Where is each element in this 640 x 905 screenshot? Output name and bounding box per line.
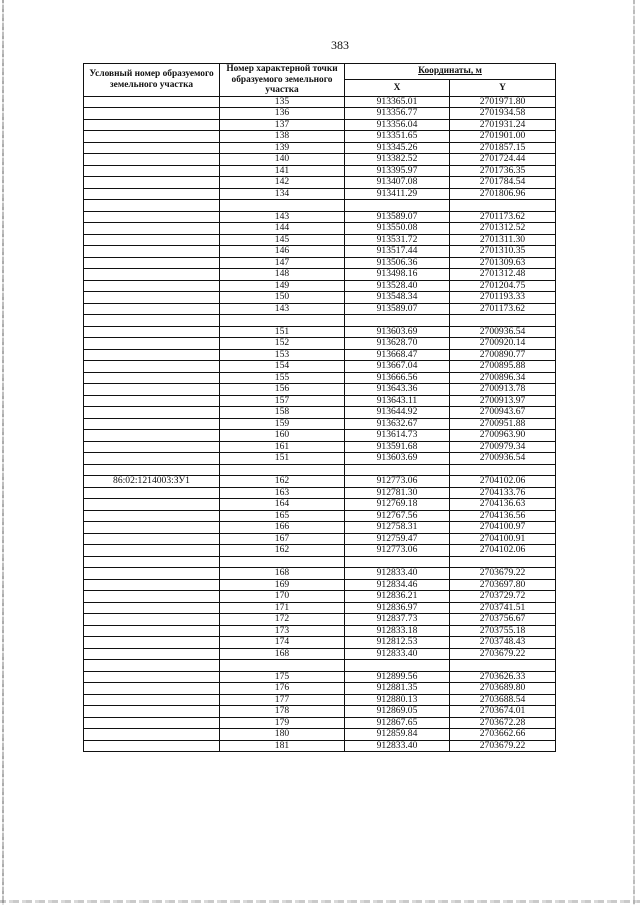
point-number-cell: 169: [220, 579, 345, 591]
point-number-cell: [220, 556, 345, 568]
table-row: [84, 717, 556, 729]
parcel-number-cell: [84, 407, 220, 419]
point-number-cell: 135: [220, 96, 345, 108]
parcel-number-cell: [84, 602, 220, 614]
point-number-cell: 144: [220, 223, 345, 235]
y-coordinate-cell: 2703662.66: [450, 729, 556, 741]
table-row: [84, 292, 556, 304]
parcel-number-cell: [84, 614, 220, 626]
point-number-cell: 179: [220, 717, 345, 729]
y-coordinate-cell: [450, 660, 556, 672]
point-number-cell: 146: [220, 246, 345, 258]
x-coordinate-cell: 913345.26: [345, 142, 450, 154]
y-coordinate-cell: 2703672.28: [450, 717, 556, 729]
point-number-cell: 178: [220, 706, 345, 718]
y-coordinate-cell: 2703756.67: [450, 614, 556, 626]
parcel-number-cell: [84, 556, 220, 568]
y-coordinate-cell: 2701806.96: [450, 188, 556, 200]
table-row: [84, 326, 556, 338]
y-coordinate-cell: [450, 200, 556, 212]
y-coordinate-cell: 2701736.35: [450, 165, 556, 177]
x-coordinate-cell: 912859.84: [345, 729, 450, 741]
parcel-number-cell: [84, 579, 220, 591]
y-coordinate-cell: 2704100.91: [450, 533, 556, 545]
header-y: Y: [450, 80, 556, 96]
x-coordinate-cell: [345, 556, 450, 568]
x-coordinate-cell: 913506.36: [345, 257, 450, 269]
table-row: [84, 177, 556, 189]
y-coordinate-cell: 2703679.22: [450, 740, 556, 752]
y-coordinate-cell: 2700896.34: [450, 372, 556, 384]
y-coordinate-cell: 2703729.72: [450, 591, 556, 603]
table-header: [84, 64, 556, 97]
table-row: [84, 683, 556, 695]
y-coordinate-cell: 2701311.30: [450, 234, 556, 246]
point-number-cell: 172: [220, 614, 345, 626]
y-coordinate-cell: 2700951.88: [450, 418, 556, 430]
point-number-cell: 175: [220, 671, 345, 683]
parcel-number-cell: [84, 280, 220, 292]
point-number-cell: [220, 660, 345, 672]
x-coordinate-cell: 913603.69: [345, 326, 450, 338]
parcel-number-cell: [84, 683, 220, 695]
x-coordinate-cell: 913351.65: [345, 131, 450, 143]
y-coordinate-cell: 2703674.01: [450, 706, 556, 718]
parcel-number-cell: [84, 269, 220, 281]
parcel-number-cell: 86:02:1214003:ЗУ1: [84, 476, 220, 488]
y-coordinate-cell: 2700963.90: [450, 430, 556, 442]
point-number-cell: 181: [220, 740, 345, 752]
point-number-cell: 171: [220, 602, 345, 614]
point-number-cell: 170: [220, 591, 345, 603]
x-coordinate-cell: 912867.65: [345, 717, 450, 729]
point-number-cell: 151: [220, 453, 345, 465]
y-coordinate-cell: [450, 315, 556, 327]
x-coordinate-cell: 913643.36: [345, 384, 450, 396]
parcel-number-cell: [84, 522, 220, 534]
x-coordinate-cell: 912833.40: [345, 648, 450, 660]
table-row: [84, 372, 556, 384]
y-coordinate-cell: 2701312.48: [450, 269, 556, 281]
point-number-cell: 173: [220, 625, 345, 637]
table-row: [84, 338, 556, 350]
x-coordinate-cell: 912833.18: [345, 625, 450, 637]
y-coordinate-cell: 2700936.54: [450, 453, 556, 465]
y-coordinate-cell: 2703688.54: [450, 694, 556, 706]
y-coordinate-cell: 2701901.00: [450, 131, 556, 143]
y-coordinate-cell: 2701193.33: [450, 292, 556, 304]
parcel-number-cell: [84, 395, 220, 407]
x-coordinate-cell: 913528.40: [345, 280, 450, 292]
point-number-cell: 150: [220, 292, 345, 304]
point-number-cell: 143: [220, 211, 345, 223]
y-coordinate-cell: 2700895.88: [450, 361, 556, 373]
parcel-number-cell: [84, 671, 220, 683]
parcel-number-cell: [84, 591, 220, 603]
y-coordinate-cell: 2703697.80: [450, 579, 556, 591]
coordinates-table: [83, 63, 556, 752]
parcel-number-cell: [84, 510, 220, 522]
table-row: [84, 315, 556, 327]
table-row: [84, 602, 556, 614]
header-coordinates-text: Координаты, м: [418, 66, 482, 77]
parcel-number-cell: [84, 706, 220, 718]
y-coordinate-cell: 2700943.67: [450, 407, 556, 419]
y-coordinate-cell: 2701310.35: [450, 246, 556, 258]
table-row: [84, 533, 556, 545]
table-row: [84, 568, 556, 580]
parcel-number-cell: [84, 418, 220, 430]
parcel-number-cell: [84, 142, 220, 154]
x-coordinate-cell: 913667.04: [345, 361, 450, 373]
point-number-cell: 157: [220, 395, 345, 407]
point-number-cell: 163: [220, 487, 345, 499]
table-row: [84, 637, 556, 649]
parcel-number-cell: [84, 430, 220, 442]
table-row: [84, 200, 556, 212]
x-coordinate-cell: [345, 464, 450, 476]
parcel-number-cell: [84, 326, 220, 338]
x-coordinate-cell: 913365.01: [345, 96, 450, 108]
parcel-number-cell: [84, 315, 220, 327]
x-coordinate-cell: 912833.40: [345, 568, 450, 580]
scan-edge-right: [633, 0, 635, 905]
table-row: [84, 476, 556, 488]
x-coordinate-cell: 913411.29: [345, 188, 450, 200]
parcel-number-cell: [84, 637, 220, 649]
x-coordinate-cell: 913395.97: [345, 165, 450, 177]
table-row: [84, 303, 556, 315]
y-coordinate-cell: [450, 464, 556, 476]
table-row: [84, 740, 556, 752]
point-number-cell: 142: [220, 177, 345, 189]
table-row: [84, 522, 556, 534]
table-row: [84, 706, 556, 718]
y-coordinate-cell: 2704136.63: [450, 499, 556, 511]
parcel-number-cell: [84, 545, 220, 557]
table-row: [84, 625, 556, 637]
x-coordinate-cell: 912881.35: [345, 683, 450, 695]
x-coordinate-cell: 912836.21: [345, 591, 450, 603]
parcel-number-cell: [84, 441, 220, 453]
y-coordinate-cell: 2700913.97: [450, 395, 556, 407]
y-coordinate-cell: 2701784.54: [450, 177, 556, 189]
point-number-cell: [220, 200, 345, 212]
x-coordinate-cell: 913666.56: [345, 372, 450, 384]
point-number-cell: 152: [220, 338, 345, 350]
point-number-cell: 139: [220, 142, 345, 154]
x-coordinate-cell: 913407.08: [345, 177, 450, 189]
table-row: [84, 211, 556, 223]
x-coordinate-cell: 913498.16: [345, 269, 450, 281]
x-coordinate-cell: 912869.05: [345, 706, 450, 718]
table-row: [84, 430, 556, 442]
x-coordinate-cell: 912767.56: [345, 510, 450, 522]
point-number-cell: 147: [220, 257, 345, 269]
table-row: [84, 694, 556, 706]
x-coordinate-cell: 912759.47: [345, 533, 450, 545]
y-coordinate-cell: 2701931.24: [450, 119, 556, 131]
y-coordinate-cell: 2704133.76: [450, 487, 556, 499]
parcel-number-cell: [84, 223, 220, 235]
point-number-cell: 156: [220, 384, 345, 396]
x-coordinate-cell: 912833.40: [345, 740, 450, 752]
x-coordinate-cell: 912812.53: [345, 637, 450, 649]
y-coordinate-cell: 2701312.52: [450, 223, 556, 235]
point-number-cell: 180: [220, 729, 345, 741]
x-coordinate-cell: [345, 315, 450, 327]
table-row: [84, 119, 556, 131]
table-row: [84, 648, 556, 660]
header-x: X: [345, 80, 450, 96]
point-number-cell: [220, 315, 345, 327]
parcel-number-cell: [84, 211, 220, 223]
y-coordinate-cell: 2701204.75: [450, 280, 556, 292]
table-row: [84, 499, 556, 511]
y-coordinate-cell: 2700890.77: [450, 349, 556, 361]
y-coordinate-cell: 2704102.06: [450, 476, 556, 488]
y-coordinate-cell: 2703755.18: [450, 625, 556, 637]
x-coordinate-cell: 913550.08: [345, 223, 450, 235]
y-coordinate-cell: 2701971.80: [450, 96, 556, 108]
y-coordinate-cell: 2701309.63: [450, 257, 556, 269]
x-coordinate-cell: 912834.46: [345, 579, 450, 591]
x-coordinate-cell: 913632.67: [345, 418, 450, 430]
x-coordinate-cell: 913643.11: [345, 395, 450, 407]
table-row: [84, 269, 556, 281]
parcel-number-cell: [84, 499, 220, 511]
parcel-number-cell: [84, 257, 220, 269]
parcel-number-cell: [84, 740, 220, 752]
parcel-number-cell: [84, 717, 220, 729]
point-number-cell: [220, 464, 345, 476]
table-row: [84, 234, 556, 246]
table-row: [84, 614, 556, 626]
x-coordinate-cell: 913517.44: [345, 246, 450, 258]
y-coordinate-cell: 2704100.97: [450, 522, 556, 534]
y-coordinate-cell: 2703741.51: [450, 602, 556, 614]
table-row: [84, 246, 556, 258]
table-row: [84, 591, 556, 603]
parcel-number-cell: [84, 234, 220, 246]
y-coordinate-cell: 2700936.54: [450, 326, 556, 338]
x-coordinate-cell: 913589.07: [345, 211, 450, 223]
point-number-cell: 167: [220, 533, 345, 545]
table-row: [84, 453, 556, 465]
x-coordinate-cell: 913356.77: [345, 108, 450, 120]
y-coordinate-cell: 2703679.22: [450, 648, 556, 660]
parcel-number-cell: [84, 119, 220, 131]
parcel-number-cell: [84, 660, 220, 672]
table-row: [84, 165, 556, 177]
y-coordinate-cell: 2701173.62: [450, 303, 556, 315]
x-coordinate-cell: 912880.13: [345, 694, 450, 706]
parcel-number-cell: [84, 487, 220, 499]
page-number: 383: [331, 38, 349, 52]
x-coordinate-cell: 913628.70: [345, 338, 450, 350]
table-row: [84, 188, 556, 200]
y-coordinate-cell: 2701724.44: [450, 154, 556, 166]
y-coordinate-cell: 2704102.06: [450, 545, 556, 557]
x-coordinate-cell: 913382.52: [345, 154, 450, 166]
table-row: [84, 349, 556, 361]
y-coordinate-cell: 2701173.62: [450, 211, 556, 223]
table-row: [84, 487, 556, 499]
table-row: [84, 671, 556, 683]
header-point-number: Номер характерной точки образуемого земельного участка: [220, 64, 345, 97]
table-row: [84, 361, 556, 373]
y-coordinate-cell: 2703679.22: [450, 568, 556, 580]
point-number-cell: 141: [220, 165, 345, 177]
parcel-number-cell: [84, 96, 220, 108]
table-row: [84, 579, 556, 591]
parcel-number-cell: [84, 648, 220, 660]
point-number-cell: 138: [220, 131, 345, 143]
table-row: [84, 257, 556, 269]
parcel-number-cell: [84, 694, 220, 706]
x-coordinate-cell: 913548.34: [345, 292, 450, 304]
x-coordinate-cell: 912781.30: [345, 487, 450, 499]
y-coordinate-cell: [450, 556, 556, 568]
y-coordinate-cell: 2703626.33: [450, 671, 556, 683]
x-coordinate-cell: 912899.56: [345, 671, 450, 683]
point-number-cell: 151: [220, 326, 345, 338]
x-coordinate-cell: 912758.31: [345, 522, 450, 534]
table-row: [84, 223, 556, 235]
point-number-cell: 155: [220, 372, 345, 384]
x-coordinate-cell: 913644.92: [345, 407, 450, 419]
x-coordinate-cell: 913531.72: [345, 234, 450, 246]
parcel-number-cell: [84, 464, 220, 476]
x-coordinate-cell: 912769.18: [345, 499, 450, 511]
parcel-number-cell: [84, 303, 220, 315]
y-coordinate-cell: 2700920.14: [450, 338, 556, 350]
parcel-number-cell: [84, 729, 220, 741]
parcel-number-cell: [84, 361, 220, 373]
point-number-cell: 149: [220, 280, 345, 292]
parcel-number-cell: [84, 372, 220, 384]
parcel-number-cell: [84, 568, 220, 580]
point-number-cell: 174: [220, 637, 345, 649]
y-coordinate-cell: 2703689.80: [450, 683, 556, 695]
point-number-cell: 161: [220, 441, 345, 453]
point-number-cell: 176: [220, 683, 345, 695]
y-coordinate-cell: 2700913.78: [450, 384, 556, 396]
point-number-cell: 160: [220, 430, 345, 442]
table-row: [84, 108, 556, 120]
parcel-number-cell: [84, 188, 220, 200]
point-number-cell: 159: [220, 418, 345, 430]
point-number-cell: 168: [220, 568, 345, 580]
table-row: [84, 131, 556, 143]
x-coordinate-cell: 912773.06: [345, 545, 450, 557]
table-row: [84, 384, 556, 396]
parcel-number-cell: [84, 165, 220, 177]
point-number-cell: 137: [220, 119, 345, 131]
scan-bottom-edge: [0, 900, 640, 903]
table-row: [84, 545, 556, 557]
x-coordinate-cell: 913603.69: [345, 453, 450, 465]
scan-edge-left: [2, 0, 4, 905]
point-number-cell: 164: [220, 499, 345, 511]
parcel-number-cell: [84, 154, 220, 166]
table-row: [84, 729, 556, 741]
point-number-cell: 140: [220, 154, 345, 166]
table-row: [84, 154, 556, 166]
y-coordinate-cell: 2701857.15: [450, 142, 556, 154]
parcel-number-cell: [84, 246, 220, 258]
x-coordinate-cell: 912837.73: [345, 614, 450, 626]
table-row: [84, 556, 556, 568]
point-number-cell: 162: [220, 545, 345, 557]
parcel-number-cell: [84, 131, 220, 143]
table-row: [84, 510, 556, 522]
x-coordinate-cell: [345, 660, 450, 672]
parcel-number-cell: [84, 533, 220, 545]
table-row: [84, 464, 556, 476]
point-number-cell: 148: [220, 269, 345, 281]
point-number-cell: 143: [220, 303, 345, 315]
parcel-number-cell: [84, 292, 220, 304]
table-row: [84, 395, 556, 407]
table-row: [84, 280, 556, 292]
point-number-cell: 134: [220, 188, 345, 200]
x-coordinate-cell: 913614.73: [345, 430, 450, 442]
parcel-number-cell: [84, 384, 220, 396]
header-parcel-number: Условный номер образуемого земельного участка: [84, 64, 220, 97]
point-number-cell: 165: [220, 510, 345, 522]
point-number-cell: 166: [220, 522, 345, 534]
x-coordinate-cell: 912773.06: [345, 476, 450, 488]
parcel-number-cell: [84, 338, 220, 350]
table-body: [84, 96, 556, 752]
point-number-cell: 154: [220, 361, 345, 373]
table-row: [84, 441, 556, 453]
parcel-number-cell: [84, 108, 220, 120]
x-coordinate-cell: 913589.07: [345, 303, 450, 315]
table-row: [84, 142, 556, 154]
parcel-number-cell: [84, 625, 220, 637]
x-coordinate-cell: [345, 200, 450, 212]
parcel-number-cell: [84, 177, 220, 189]
header-coordinates: [345, 64, 556, 80]
y-coordinate-cell: 2704136.56: [450, 510, 556, 522]
x-coordinate-cell: 913356.04: [345, 119, 450, 131]
point-number-cell: 158: [220, 407, 345, 419]
y-coordinate-cell: 2703748.43: [450, 637, 556, 649]
point-number-cell: 145: [220, 234, 345, 246]
parcel-number-cell: [84, 349, 220, 361]
parcel-number-cell: [84, 453, 220, 465]
point-number-cell: 162: [220, 476, 345, 488]
y-coordinate-cell: 2701934.58: [450, 108, 556, 120]
table-row: [84, 660, 556, 672]
x-coordinate-cell: 913591.68: [345, 441, 450, 453]
x-coordinate-cell: 913668.47: [345, 349, 450, 361]
y-coordinate-cell: 2700979.34: [450, 441, 556, 453]
point-number-cell: 177: [220, 694, 345, 706]
point-number-cell: 136: [220, 108, 345, 120]
point-number-cell: 153: [220, 349, 345, 361]
parcel-number-cell: [84, 200, 220, 212]
x-coordinate-cell: 912836.97: [345, 602, 450, 614]
point-number-cell: 168: [220, 648, 345, 660]
table-row: [84, 418, 556, 430]
table-row: [84, 96, 556, 108]
table-row: [84, 407, 556, 419]
